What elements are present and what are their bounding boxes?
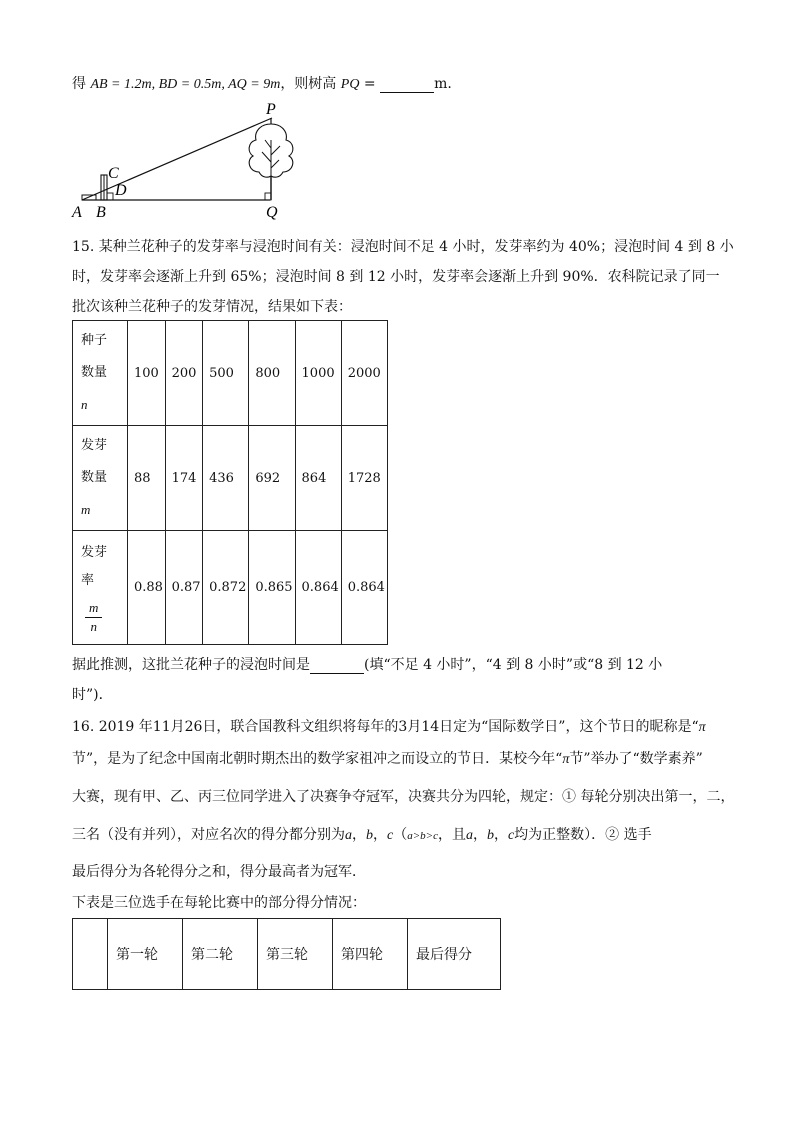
row-header-seeds [73,321,128,426]
label-D: D [115,182,127,199]
table-row [73,321,388,426]
inequality: a>b>c [407,830,438,842]
table-header-cell: 第一轮 [108,919,183,990]
tree-figure [70,100,310,222]
var-b: b [486,828,494,843]
table-cell: 0.864 [295,531,341,645]
table-row [73,531,388,645]
table-cell: 1728 [341,426,387,531]
q14-line [72,73,452,93]
table-row [73,426,388,531]
var-c: c [507,828,515,843]
var-a: a [465,828,473,843]
q16-comma: ， [373,827,387,843]
q15-answer-prefix: 据此推测，这批兰花种子的浸泡时间是 [72,657,310,673]
row-header-text: 率 [81,573,95,588]
q16-line-2 [72,748,703,768]
sight-line [82,118,272,200]
table-cell: 864 [295,426,341,531]
table-row [73,919,501,990]
q14-pq: PQ [340,77,360,92]
q16-comma: ， [472,827,487,843]
row-header-text: 发芽 [81,438,108,453]
row-header-rate [73,531,128,645]
row-header-text: 种子 [81,333,108,348]
fraction-denominator: n [90,619,97,634]
table-cell: 100 [128,321,166,426]
table-header-cell: 第四轮 [333,919,408,990]
label-B: B [96,204,106,221]
table-header-cell: 第二轮 [183,919,258,990]
q15-answer-line-2: 时”)． [72,687,113,703]
table-cell: 2000 [341,321,387,426]
row-header-var: n [81,397,88,412]
table-cell: 436 [203,426,249,531]
q14-prefix: 得 [72,76,91,92]
q16-text: 节”，是为了纪念中国南北朝时期杰出的数学家祖冲之而设立的节日．某校今年“ [72,751,563,767]
row-header-text: 数量 [81,365,108,380]
table-cell: 800 [249,321,295,426]
rate-fraction [81,595,127,636]
label-C: C [108,165,119,182]
pi-symbol: π [562,752,570,767]
table-header-cell: 第三轮 [258,919,333,990]
score-table [72,918,501,990]
label-P: P [266,101,276,118]
row-header-text: 发芽 [81,545,108,560]
right-angle-b [107,193,113,200]
var-c: c [387,828,394,843]
q15-answer-blank[interactable] [310,657,364,674]
var-b: b [366,828,373,843]
q15-line-1: 15. 某种兰花种子的发芽率与浸泡时间有关：浸泡时间不足 4 小时，发芽率约为 40%；浸泡时间 4 到 8 小 [72,239,734,255]
var-a: a [345,828,352,843]
fraction [85,599,102,636]
table-cell: 1000 [295,321,341,426]
q16-line-6: 下表是三位选手在每轮比赛中的部分得分情况： [72,895,366,911]
q14-unit: m. [434,76,452,92]
q16-text: 三名（没有并列），对应名次的得分都分别为 [72,827,345,843]
q14-answer-blank[interactable] [380,76,434,93]
table-cell: 0.864 [341,531,387,645]
q16-text: （ [393,827,408,843]
q16-comma: ， [493,827,508,843]
q16-line-5: 最后得分为各轮得分之和，得分最高者为冠军． [72,864,366,880]
q16-line-3: 大赛，现有甲、乙、丙三位同学进入了决赛争夺冠军，决赛共分为四轮，规定：① 每轮分别决出第一，二， [72,789,735,805]
q15-line-3: 批次该种兰花种子的发芽情况，结果如下表： [72,299,352,315]
label-Q: Q [266,204,278,221]
q16-text: ，且 [437,827,466,843]
table-cell: 0.872 [203,531,249,645]
table-header-cell: 最后得分 [408,919,501,990]
q16-text: 16. 2019 年11月26日，联合国教科文组织将每年的3月14日定为“国际数学日”，这个节日的昵称是“ [72,719,699,735]
table-cell: 0.87 [165,531,203,645]
q16-text: 节”举办了“数学素养” [569,751,703,767]
pi-symbol: π [698,720,706,735]
table-cell: 500 [203,321,249,426]
q16-comma: ， [352,827,366,843]
fraction-numerator: m [85,599,102,618]
q15-answer-suffix: (填“不足 4 小时”，“4 到 8 小时”或“8 到 12 小 [364,657,663,673]
q14-given: AB = 1.2m, BD = 0.5m, AQ = 9m [90,77,281,92]
q14-mid: ，则树高 [280,76,341,92]
table-cell: 0.865 [249,531,295,645]
table-header-cell [73,919,108,990]
q15-line-2: 时，发芽率会逐渐上升到 65%；浸泡时间 8 到 12 小时，发芽率会逐渐上升到 90%．农科院记录了同一 [72,269,720,285]
table-cell: 88 [128,426,166,531]
table-cell: 200 [165,321,203,426]
q16-text: 均为正整数）．② 选手 [514,827,652,843]
row-header-var: m [81,502,91,517]
right-angle-q [265,193,271,200]
row-header-text: 数量 [81,470,108,485]
q16-line-1 [72,716,706,736]
germination-table [72,320,388,645]
label-A: A [72,204,82,221]
q15-answer-line [72,654,662,674]
row-header-germinated [73,426,128,531]
q14-eq: = [359,76,381,92]
table-cell: 692 [249,426,295,531]
table-cell: 0.88 [128,531,166,645]
q16-line-4 [72,824,652,844]
table-cell: 174 [165,426,203,531]
